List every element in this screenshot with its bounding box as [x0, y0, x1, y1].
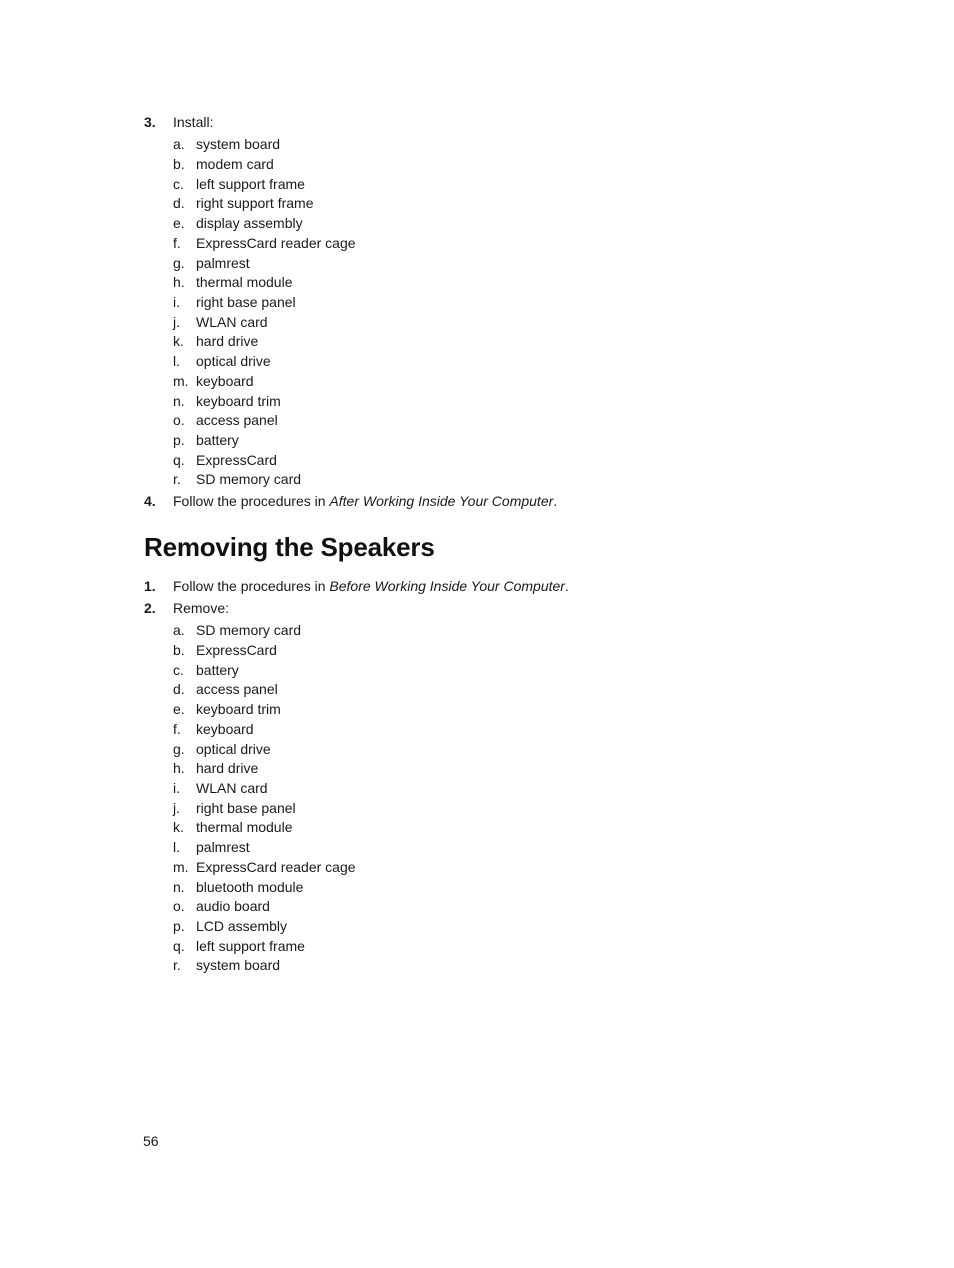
list-item: c. left support frame	[173, 176, 305, 192]
list-item: o. access panel	[173, 412, 278, 428]
list-item: c. battery	[173, 662, 239, 678]
list-item: l. palmrest	[173, 839, 250, 855]
list-item: m. ExpressCard reader cage	[173, 859, 356, 875]
list-item: l. optical drive	[173, 353, 271, 369]
step-install	[144, 113, 213, 131]
list-item: n. keyboard trim	[173, 393, 281, 409]
step-after-working: 4. Follow the procedures in After Working Inside Your Computer.	[144, 493, 558, 509]
step-number: 2.	[144, 600, 156, 616]
list-item: e. display assembly	[173, 215, 303, 231]
cross-reference-link[interactable]: Before Working Inside Your Computer	[329, 578, 565, 594]
step-label: Remove:	[173, 600, 230, 616]
list-item: k. hard drive	[173, 333, 259, 349]
list-item: k. thermal module	[173, 819, 293, 835]
list-item: p. LCD assembly	[173, 918, 288, 934]
page-number: 56	[143, 1133, 159, 1149]
list-item: g. palmrest	[173, 255, 250, 271]
list-item: m. keyboard	[173, 373, 254, 389]
list-item: e. keyboard trim	[173, 701, 281, 717]
cross-reference-link[interactable]: After Working Inside Your Computer	[329, 493, 554, 509]
list-item: h. thermal module	[173, 274, 293, 290]
list-item: q. ExpressCard	[173, 452, 277, 468]
list-item: f. keyboard	[173, 721, 254, 737]
list-item: d. right support frame	[173, 195, 314, 211]
step-number: 3.	[144, 114, 156, 130]
list-item: f. ExpressCard reader cage	[173, 235, 356, 251]
list-item: j. right base panel	[173, 800, 296, 816]
list-item: h. hard drive	[173, 760, 259, 776]
step-before-working: 1. Follow the procedures in Before Working Inside Your Computer.	[144, 578, 569, 594]
step-label: Install:	[173, 114, 214, 130]
list-item: b. modem card	[173, 156, 274, 172]
step-number: 4.	[144, 493, 156, 509]
step-remove	[144, 599, 229, 617]
list-item: p. battery	[173, 432, 239, 448]
list-item: b. ExpressCard	[173, 642, 277, 658]
list-item: i. right base panel	[173, 294, 296, 310]
section-heading: Removing the Speakers	[144, 532, 435, 562]
list-item: g. optical drive	[173, 741, 271, 757]
list-item: d. access panel	[173, 681, 278, 697]
list-item: j. WLAN card	[173, 314, 268, 330]
list-item: o. audio board	[173, 898, 270, 914]
list-item: r. system board	[173, 957, 281, 973]
list-item: a. system board	[173, 136, 281, 152]
list-item: a. SD memory card	[173, 622, 302, 638]
list-item: q. left support frame	[173, 938, 305, 954]
list-item: r. SD memory card	[173, 471, 302, 487]
step-number: 1.	[144, 578, 156, 594]
list-item: n. bluetooth module	[173, 879, 304, 895]
list-item: i. WLAN card	[173, 780, 268, 796]
